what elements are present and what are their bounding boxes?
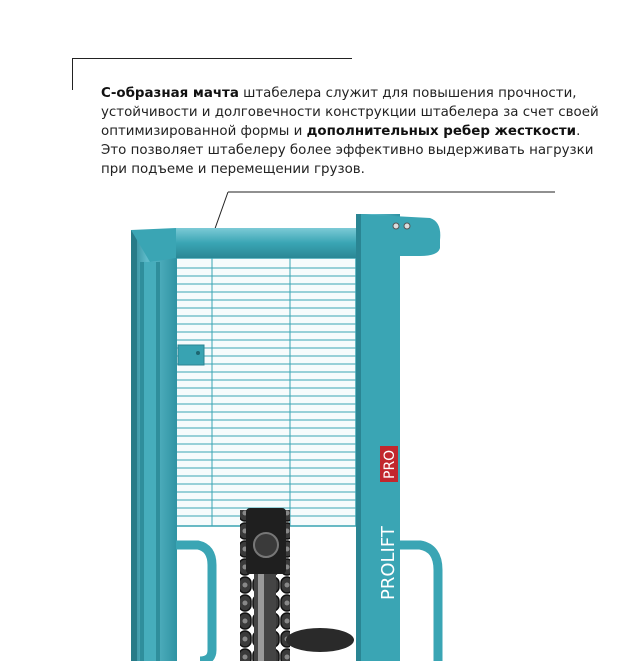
chain-pulley: [254, 533, 278, 557]
caption-text-2: . Это позволяет штабелеру более эффективно выдерживать нагрузки при подъеме и перемещении грузов.: [101, 124, 594, 177]
top-crossbar: [176, 228, 362, 258]
lift-cylinder: [254, 574, 276, 661]
pump-body: [286, 628, 354, 652]
brand-suffix: PRO: [382, 449, 398, 479]
right-handle: [400, 545, 438, 661]
mesh-guard: [176, 258, 356, 526]
caption-bold-ribs: дополнительных ребер жесткости: [306, 124, 577, 139]
mesh-bracket: [178, 345, 204, 365]
left-handle: [176, 545, 212, 661]
caption-text-1: штабелера служит для повышения прочности, устойчивости и долговечности конструкции штабелера за счет своей оптимизированной формы и: [101, 86, 599, 139]
brand-name: PROLIFT: [378, 526, 399, 600]
caption-bold-mast: С-образная мачта: [101, 86, 239, 101]
